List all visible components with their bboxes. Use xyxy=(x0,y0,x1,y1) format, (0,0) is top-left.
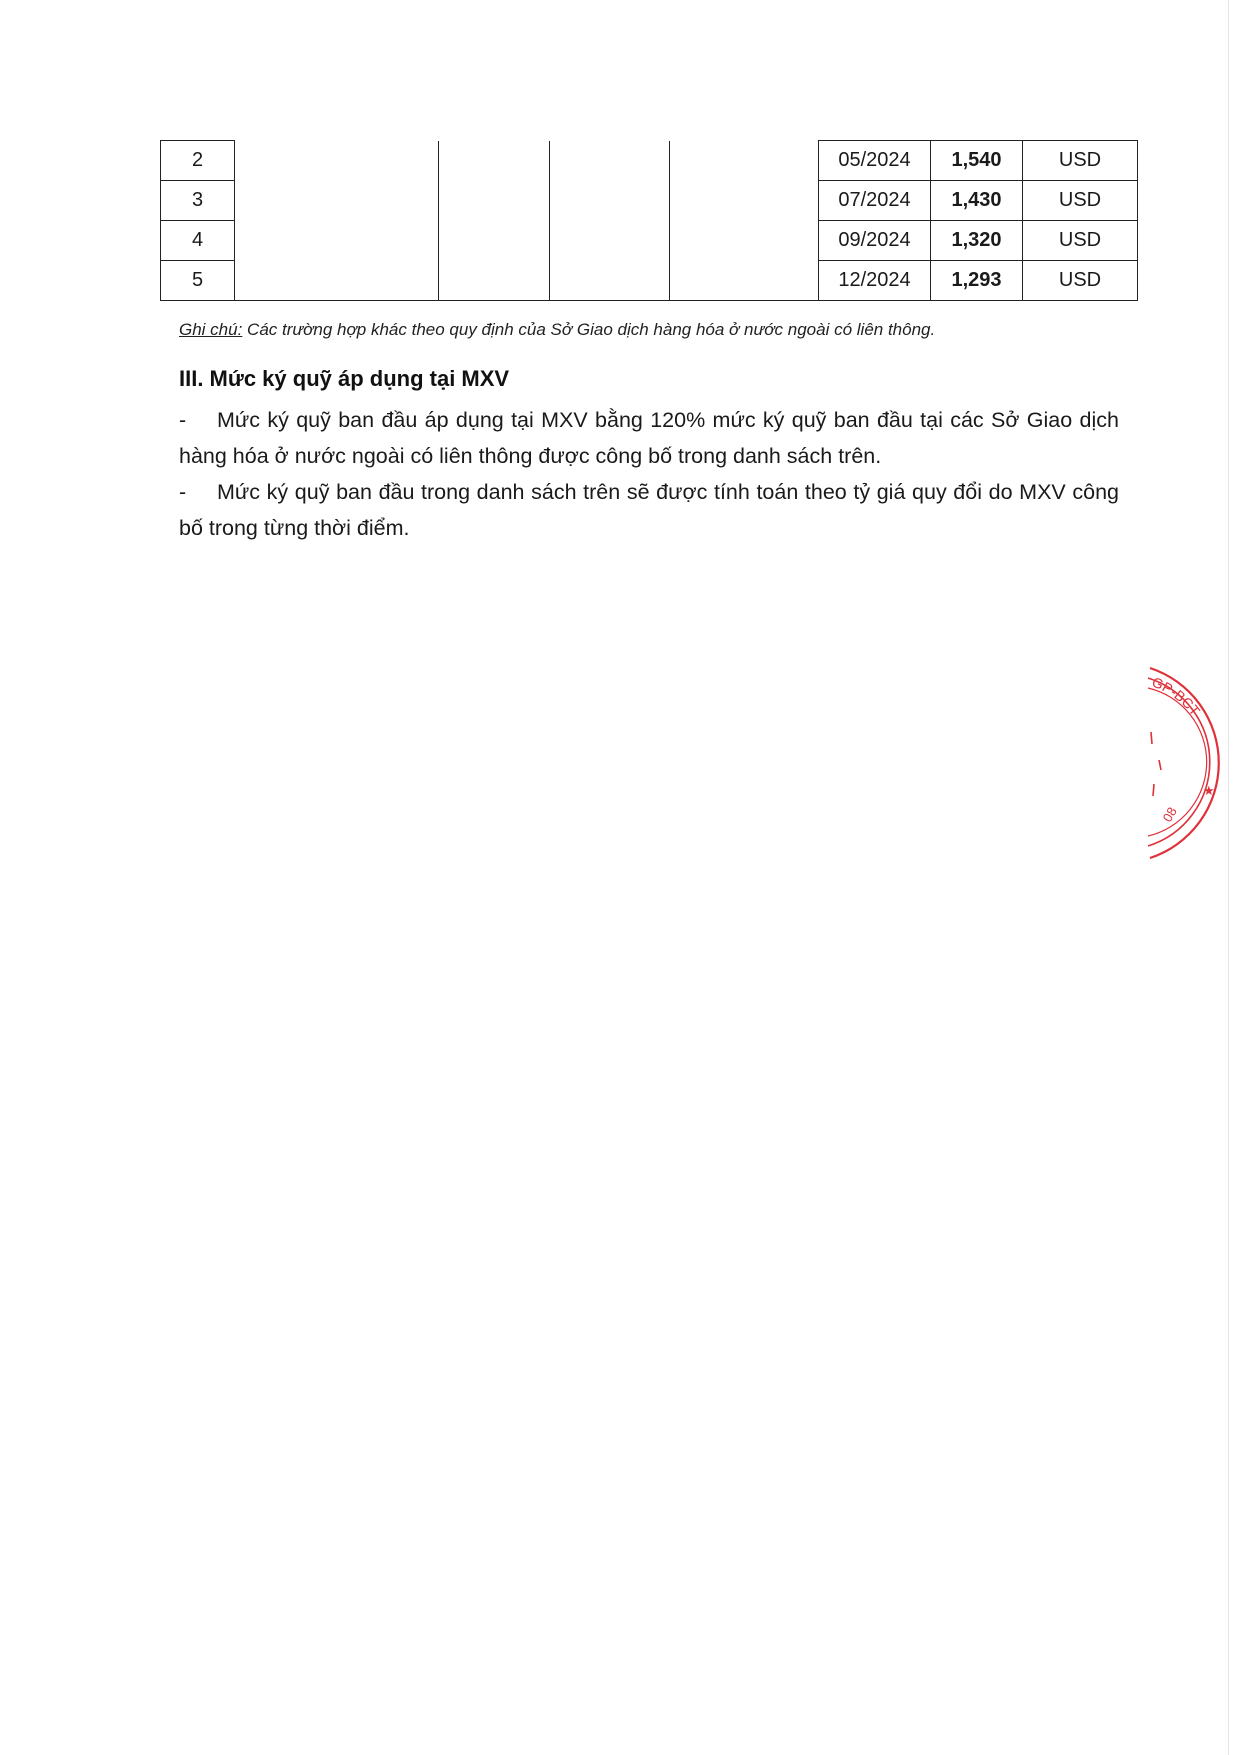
row-number: 4 xyxy=(161,221,235,261)
blank-cell xyxy=(439,221,550,261)
blank-cell xyxy=(670,221,819,261)
blank-cell xyxy=(235,181,439,221)
blank-cell xyxy=(550,141,670,181)
table-row xyxy=(161,141,1138,181)
note-label: Ghi chú: xyxy=(179,320,243,339)
blank-cell xyxy=(439,261,550,301)
table-row xyxy=(161,261,1138,301)
bullet-text: Mức ký quỹ ban đầu áp dụng tại MXV bằng 120% mức ký quỹ ban đầu tại các Sở Giao dịch hàng hóa ở nước ngoài có liên thông được công bố trong danh sách trên. xyxy=(179,408,1119,468)
page-edge xyxy=(1228,0,1229,1755)
currency: USD xyxy=(1023,141,1138,181)
currency: USD xyxy=(1023,221,1138,261)
bullet-paragraph xyxy=(179,474,1119,546)
table-note xyxy=(179,320,935,340)
row-number: 3 xyxy=(161,181,235,221)
row-number: 2 xyxy=(161,141,235,181)
bullet-text: Mức ký quỹ ban đầu trong danh sách trên sẽ được tính toán theo tỷ giá quy đổi do MXV công bố trong từng thời điểm. xyxy=(179,480,1119,540)
stamp-fragment: 08 xyxy=(1159,804,1180,825)
margin-value: 1,430 xyxy=(931,181,1023,221)
blank-cell xyxy=(439,181,550,221)
table-row xyxy=(161,221,1138,261)
contract-month: 09/2024 xyxy=(819,221,931,261)
stamp-text: GP-BCT xyxy=(1149,673,1204,719)
contract-month: 12/2024 xyxy=(819,261,931,301)
bullet-dash: - xyxy=(179,408,187,432)
blank-cell xyxy=(439,141,550,181)
blank-cell xyxy=(550,221,670,261)
note-text: Các trường hợp khác theo quy định của Sở Giao dịch hàng hóa ở nước ngoài có liên thông. xyxy=(242,320,936,339)
blank-cell xyxy=(235,141,439,181)
blank-cell xyxy=(235,221,439,261)
bullet-paragraph xyxy=(179,402,1119,474)
row-number: 5 xyxy=(161,261,235,301)
margin-table xyxy=(160,140,1138,301)
currency: USD xyxy=(1023,181,1138,221)
blank-cell xyxy=(670,181,819,221)
blank-cell xyxy=(550,261,670,301)
margin-value: 1,540 xyxy=(931,141,1023,181)
contract-month: 07/2024 xyxy=(819,181,931,221)
currency: USD xyxy=(1023,261,1138,301)
bullet-dash: - xyxy=(179,480,187,504)
blank-cell xyxy=(670,141,819,181)
star-icon: ★ xyxy=(1203,784,1215,799)
blank-cell xyxy=(670,261,819,301)
blank-cell xyxy=(235,261,439,301)
red-seal-stamp xyxy=(1140,660,1230,860)
section-heading: III. Mức ký quỹ áp dụng tại MXV xyxy=(179,366,510,391)
contract-month: 05/2024 xyxy=(819,141,931,181)
blank-cell xyxy=(550,181,670,221)
table-row xyxy=(161,181,1138,221)
margin-value: 1,320 xyxy=(931,221,1023,261)
margin-value: 1,293 xyxy=(931,261,1023,301)
